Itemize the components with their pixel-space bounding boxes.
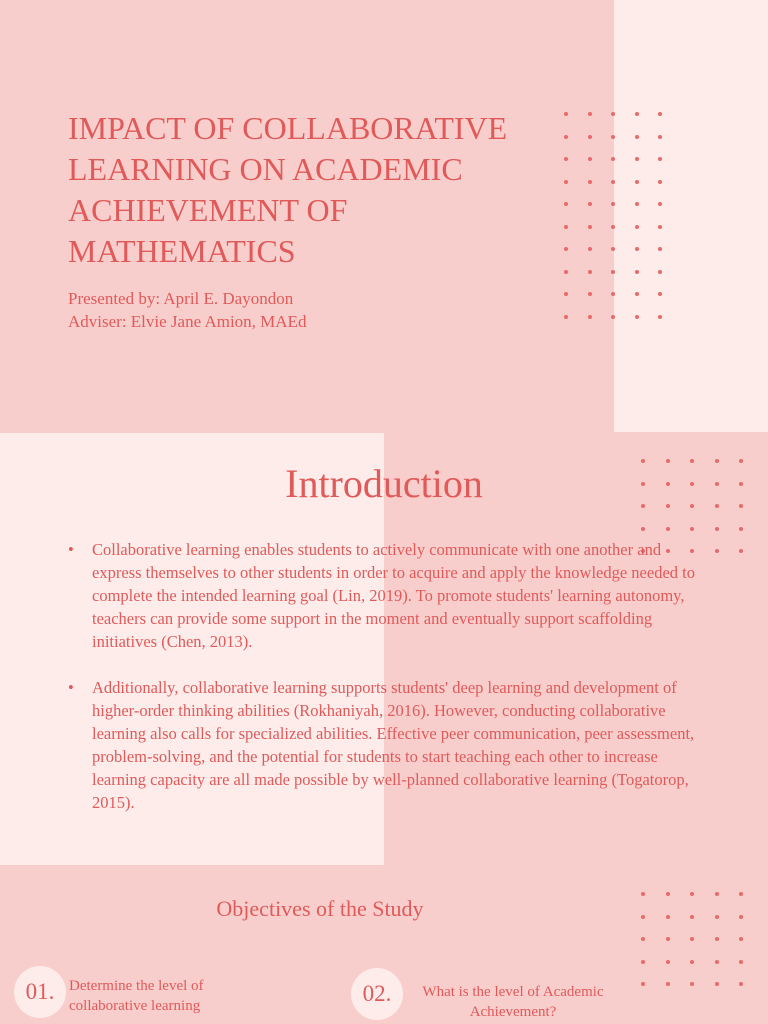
decorative-dot — [690, 527, 694, 531]
decorative-dot — [588, 225, 592, 229]
objective-number-badge: 02. — [351, 968, 403, 1020]
byline — [68, 287, 306, 333]
decorative-dot — [611, 315, 615, 319]
decorative-dot — [564, 180, 568, 184]
decorative-dot — [690, 960, 694, 964]
introduction-bullet-text: Collaborative learning enables students to actively communicate with one another and express themselves to other students in order to acquire and apply the knowledge needed to complete the intended learning goal (Lin, 2019). To promote students' learning autonomy, teachers can provide some support in the moment and eventually support scaffolding initiatives (Chen, 2013). — [92, 540, 695, 651]
decorative-dot — [611, 202, 615, 206]
decorative-dot — [739, 549, 743, 553]
decorative-dot — [641, 892, 645, 896]
decorative-dot — [611, 112, 615, 116]
decorative-dot — [588, 180, 592, 184]
adviser-name: Adviser: Elvie Jane Amion, MAEd — [68, 312, 307, 331]
decorative-dot — [641, 960, 645, 964]
decorative-dot — [739, 527, 743, 531]
decorative-dot — [611, 180, 615, 184]
decorative-dot — [658, 135, 662, 139]
decorative-dot — [588, 270, 592, 274]
decorative-dot — [658, 247, 662, 251]
decorative-dot — [690, 982, 694, 986]
decorative-dot — [641, 937, 645, 941]
decorative-dot — [690, 915, 694, 919]
decorative-dot — [635, 270, 639, 274]
decorative-dot — [588, 292, 592, 296]
decorative-dot — [564, 157, 568, 161]
decorative-dot — [611, 135, 615, 139]
decorative-dot — [611, 157, 615, 161]
presenter-name: Presented by: April E. Dayondon — [68, 289, 294, 308]
decorative-dot — [715, 892, 719, 896]
decorative-dot — [635, 315, 639, 319]
decorative-dot — [715, 549, 719, 553]
decorative-dot — [666, 527, 670, 531]
decorative-dot — [635, 112, 639, 116]
decorative-dot — [690, 937, 694, 941]
decorative-dot — [635, 247, 639, 251]
decorative-dot — [635, 157, 639, 161]
decorative-dot — [666, 960, 670, 964]
decorative-dot — [666, 937, 670, 941]
objective-text: Determine the level of collaborative learning — [69, 978, 204, 1014]
decorative-dot — [611, 247, 615, 251]
decorative-dot-grid-bottom — [641, 892, 743, 986]
decorative-dot — [658, 225, 662, 229]
decorative-dot — [715, 915, 719, 919]
decorative-dot — [564, 112, 568, 116]
objectives-heading: Objectives of the Study — [216, 896, 424, 921]
decorative-dot — [588, 247, 592, 251]
decorative-dot — [564, 202, 568, 206]
decorative-dot — [658, 157, 662, 161]
decorative-dot — [588, 135, 592, 139]
decorative-dot — [666, 915, 670, 919]
decorative-dot — [564, 247, 568, 251]
bullet-icon: • — [68, 678, 74, 697]
decorative-dot — [666, 982, 670, 986]
decorative-dot — [658, 180, 662, 184]
decorative-dot — [635, 180, 639, 184]
decorative-dot — [715, 960, 719, 964]
decorative-dot — [564, 270, 568, 274]
decorative-dot — [641, 982, 645, 986]
decorative-dot — [658, 270, 662, 274]
objective-number-badge: 01. — [14, 966, 66, 1018]
decorative-dot — [564, 225, 568, 229]
decorative-dot — [739, 982, 743, 986]
decorative-dot — [641, 527, 645, 531]
decorative-dot — [739, 915, 743, 919]
decorative-dot — [588, 157, 592, 161]
decorative-dot — [658, 202, 662, 206]
decorative-dot — [564, 292, 568, 296]
decorative-dot — [635, 225, 639, 229]
introduction-bullet-item — [68, 538, 708, 653]
decorative-dot — [564, 315, 568, 319]
bullet-icon: • — [68, 540, 74, 559]
decorative-dot — [611, 292, 615, 296]
decorative-dot — [635, 292, 639, 296]
decorative-dot — [611, 270, 615, 274]
introduction-heading: Introduction — [285, 461, 483, 506]
decorative-dot — [611, 225, 615, 229]
decorative-dot — [641, 915, 645, 919]
decorative-dot — [635, 202, 639, 206]
decorative-dot — [658, 315, 662, 319]
decorative-dot — [739, 892, 743, 896]
decorative-dot — [739, 960, 743, 964]
decorative-dot — [588, 202, 592, 206]
decorative-dot — [690, 892, 694, 896]
decorative-dot — [666, 892, 670, 896]
decorative-dot — [715, 527, 719, 531]
decorative-dot — [658, 112, 662, 116]
decorative-dot — [588, 112, 592, 116]
decorative-dot — [588, 315, 592, 319]
introduction-bullet-item — [68, 676, 708, 814]
introduction-list — [68, 538, 708, 837]
decorative-dot — [739, 937, 743, 941]
decorative-dot-grid-top — [564, 112, 662, 319]
decorative-dot — [658, 292, 662, 296]
decorative-dot — [715, 937, 719, 941]
presentation-title: IMPACT OF COLLABORATIVE LEARNING ON ACADEMIC ACHIEVEMENT OF MATHEMATICS — [68, 110, 508, 269]
objective-text: What is the level of Academic Achievement? — [422, 984, 604, 1020]
decorative-dot — [564, 135, 568, 139]
decorative-dot — [715, 982, 719, 986]
decorative-dot — [635, 135, 639, 139]
introduction-bullet-text: Additionally, collaborative learning supports students' deep learning and development of higher-order thinking abilities (Rokhaniyah, 2016). However, conducting collaborative learning also calls for specialized abilities. Effective peer communication, peer assessment, problem-solving, and the potential for students to start teaching each other to increase learning capacity are all made possible by well-planned collaborative learning (Togatorop, 2015). — [92, 678, 695, 812]
